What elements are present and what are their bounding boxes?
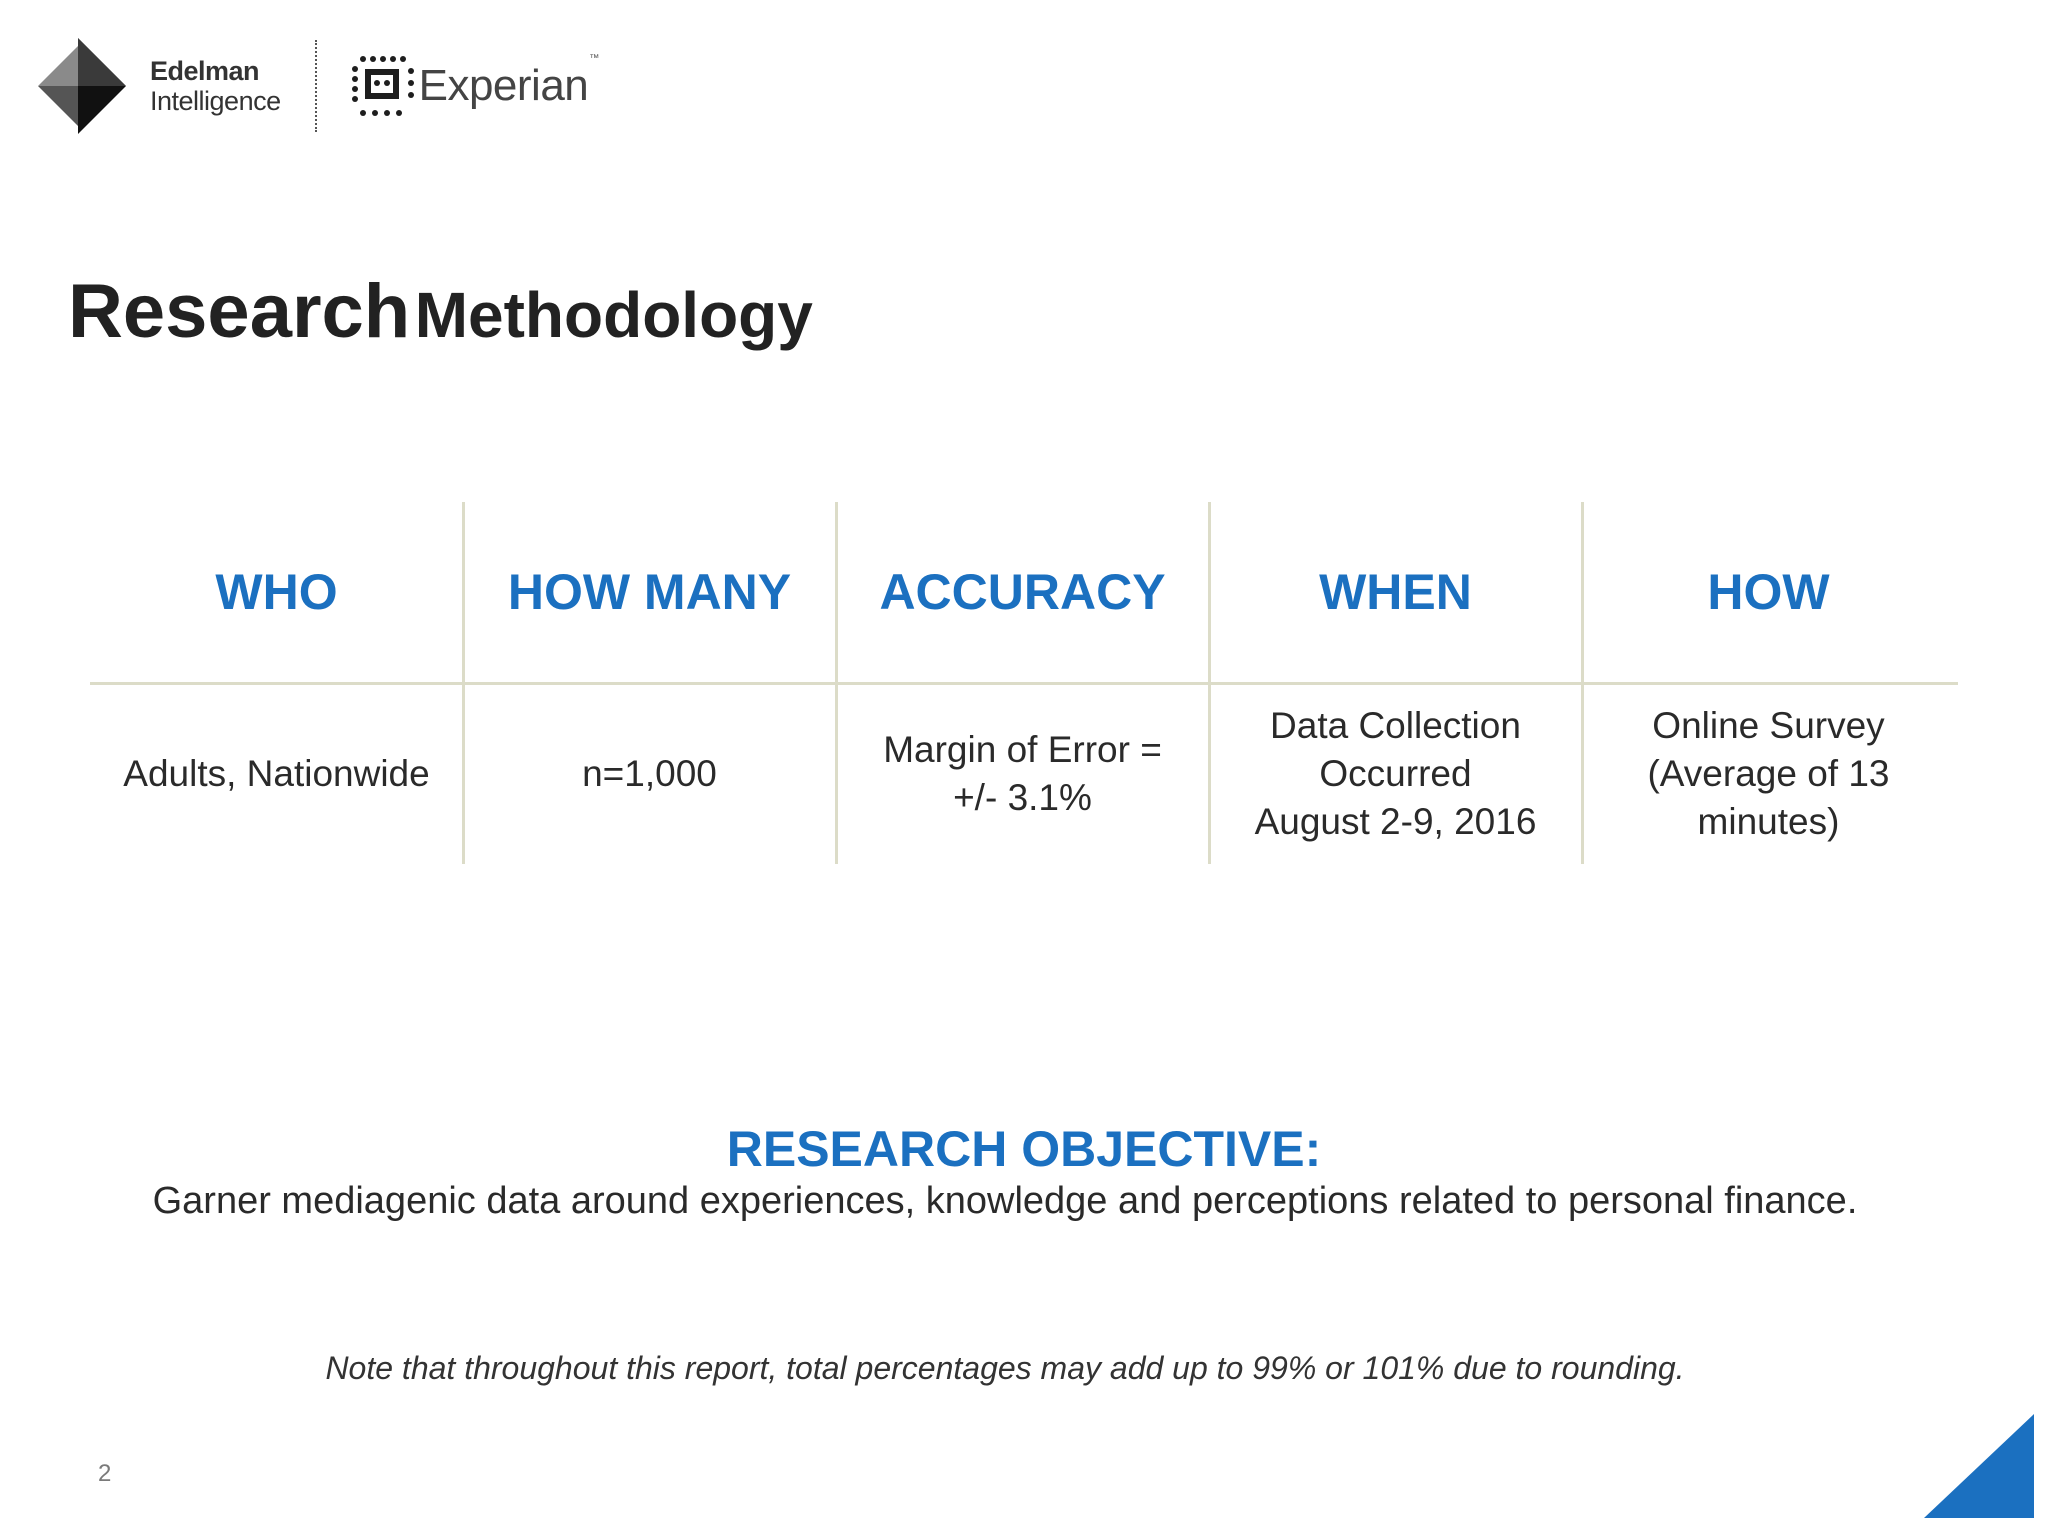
table-column-when bbox=[1209, 502, 1582, 864]
column-value-line: Adults, Nationwide bbox=[123, 753, 430, 794]
edelman-wordmark bbox=[150, 56, 281, 116]
objective-text: Garner mediagenic data around experiences, knowledge and perceptions related to personal finance. bbox=[152, 1180, 1858, 1222]
column-value-when bbox=[1209, 684, 1582, 864]
column-header-when: WHEN bbox=[1319, 564, 1472, 620]
logo-divider bbox=[315, 40, 317, 132]
column-header-who: WHO bbox=[215, 564, 338, 620]
page-number: 2 bbox=[98, 1460, 112, 1487]
column-header-accuracy: ACCURACY bbox=[879, 564, 1166, 620]
page-title-part1: Research bbox=[68, 269, 411, 354]
column-value-line: Online Survey bbox=[1652, 705, 1885, 746]
experian-wordmark bbox=[418, 53, 599, 111]
table-column-who bbox=[90, 502, 463, 864]
edelman-logo-icon bbox=[38, 38, 134, 134]
column-header-how: HOW bbox=[1707, 564, 1830, 620]
column-value-how-many bbox=[463, 684, 836, 864]
column-value-how bbox=[1582, 684, 1955, 864]
page-title-part2: Methodology bbox=[414, 279, 813, 351]
column-header-how-many: HOW MANY bbox=[507, 564, 792, 620]
corner-triangle-icon bbox=[1924, 1414, 2034, 1518]
column-value-line: Data Collection bbox=[1270, 705, 1521, 746]
column-value-line: (Average of 13 bbox=[1647, 753, 1890, 794]
column-value-line: n=1,000 bbox=[582, 753, 717, 794]
column-value-line: Margin of Error = bbox=[883, 729, 1162, 770]
edelman-wordmark-line2: Intelligence bbox=[150, 86, 281, 116]
table-column-accuracy bbox=[836, 502, 1209, 864]
column-value-who bbox=[90, 684, 463, 864]
table-column-how bbox=[1582, 502, 1955, 864]
experian-trademark: ™ bbox=[589, 53, 599, 64]
column-value-line: +/- 3.1% bbox=[953, 777, 1092, 818]
column-value-accuracy bbox=[836, 684, 1209, 864]
methodology-table bbox=[90, 502, 1958, 864]
rounding-note: Note that throughout this report, total percentages may add up to 99% or 101% due to rounding. bbox=[325, 1350, 1685, 1386]
column-value-line: minutes) bbox=[1697, 801, 1840, 842]
table-column-how-many bbox=[463, 502, 836, 864]
experian-name: Experian bbox=[418, 61, 589, 110]
experian-logo-icon bbox=[349, 53, 415, 119]
objective-heading: RESEARCH OBJECTIVE: bbox=[726, 1121, 1322, 1177]
column-value-line: August 2-9, 2016 bbox=[1254, 801, 1537, 842]
logo-bar bbox=[38, 36, 599, 136]
edelman-wordmark-line1: Edelman bbox=[150, 56, 260, 86]
page-title bbox=[68, 268, 813, 355]
column-value-line: Occurred bbox=[1319, 753, 1472, 794]
